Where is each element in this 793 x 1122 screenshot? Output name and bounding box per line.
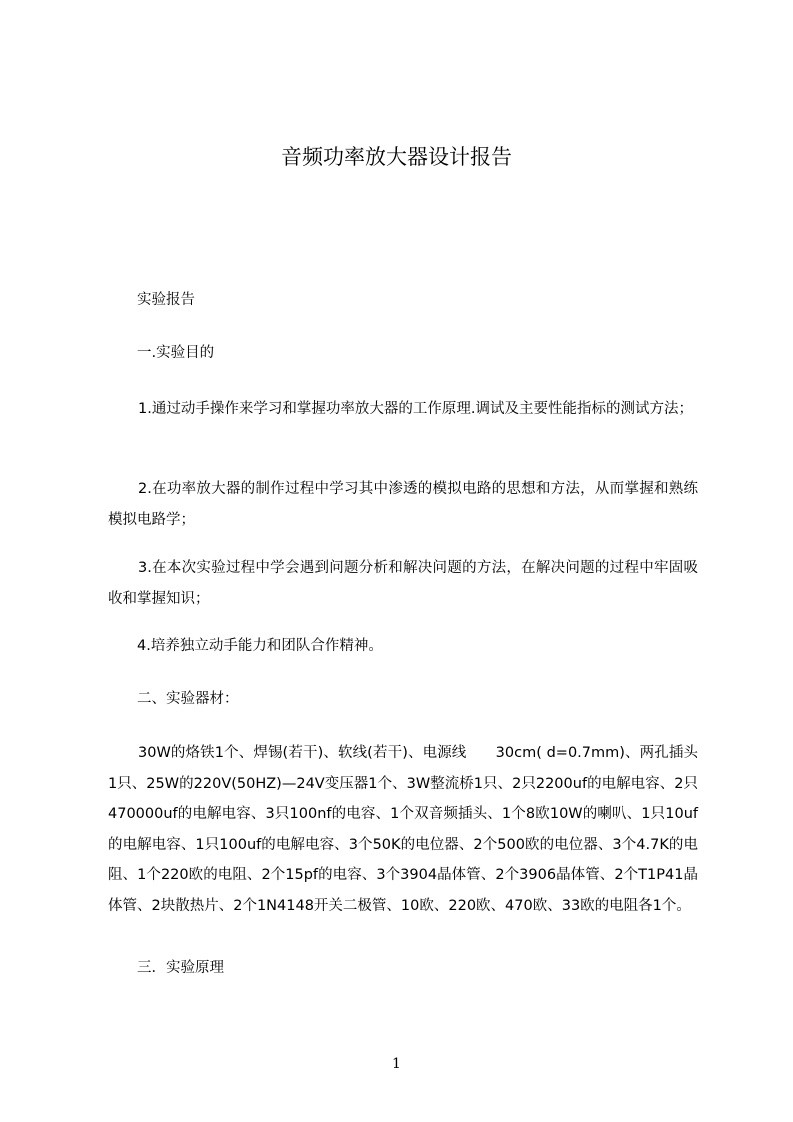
equipment-list-paragraph: 30W的烙铁1个、焊锡(若干)、软线(若干)、电源线 30cm( d=0.7mm)、两孔插头1只、25W的220V(50HZ)—24V变压器1个、3W整流桥1只、2只2200uf的电解电容、2只470000uf的电解电容、3只100nf的电容、1个双音频插头、1个8欧10W的喇叭、1只10uf的电解电容、1只100uf的电解电容、3个50K的电位器、2个500欧的电位器、3个4.7K的电阻、1个220欧的电阻、2个15pf的电容、3个3904晶体管、2个3906晶体管、2个T1P41晶体管、2块散热片、2个1N4148开关二极管、10欧、220欧、470欧、33欧的电阻各1个。 [108,745,698,914]
section-heading-objectives: 一.实验目的 [137,345,215,361]
section-heading-equipment: 二、实验器材： [137,691,239,707]
page-number: 1 [392,1056,401,1072]
section-heading-principle: 三．实验原理 [137,960,224,976]
objective-item-1: 1.通过动手操作来学习和掌握功率放大器的工作原理.调试及主要性能指标的测试方法； [138,401,693,417]
objective-item-3: 3.在本次实验过程中学会遇到问题分析和解决问题的方法，在解决问题的过程中牢固吸收和掌握知识； [108,560,698,607]
report-label: 实验报告 [137,292,195,308]
objective-item-4: 4.培养独立动手能力和团队合作精神。 [137,638,383,654]
objective-item-2: 2.在功率放大器的制作过程中学习其中渗透的模拟电路的思想和方法，从而掌握和熟练模拟电路学； [108,481,698,528]
document-title: 音频功率放大器设计报告 [281,145,512,169]
